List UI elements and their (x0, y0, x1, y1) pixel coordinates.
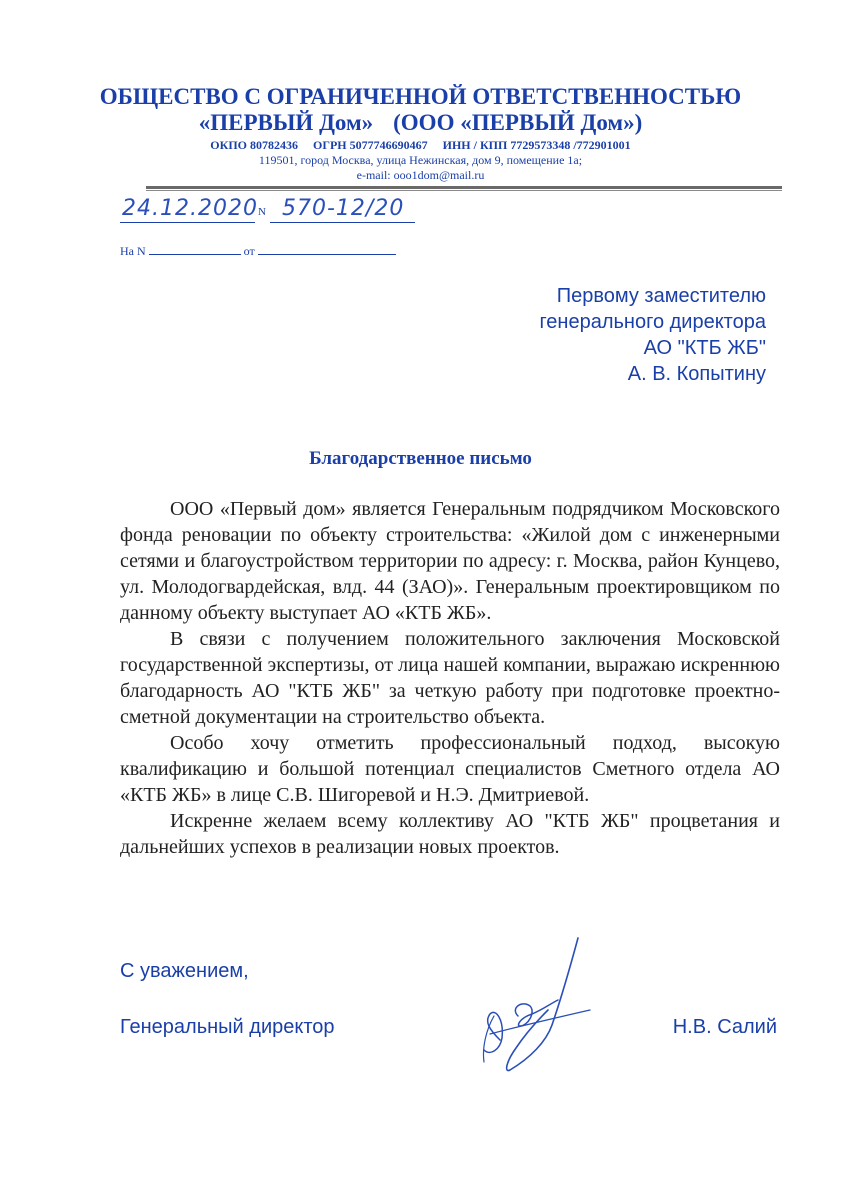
outgoing-date: 24.12.2020 (122, 196, 258, 221)
letterhead (0, 84, 841, 183)
addressee-line: АО "КТБ ЖБ" (643, 337, 766, 359)
reference-line (120, 244, 396, 259)
addressee-line: Первому заместителю (556, 285, 766, 307)
company-name-full: «ПЕРВЫЙ Дом» (198, 110, 374, 135)
company-email: e-mail: ooo1dom@mail.ru (356, 168, 485, 182)
body-paragraph: ООО «Первый дом» является Генеральным подрядчиком Московского фонда реновации по объекту строительства: «Жилой дом с инженерными сетями и благоустройством территории по адресу: г. Москва, район Кунцево, ул. Молодогвардейская, влд. 44 (ЗАО)». Генеральным проектировщиком по данному объекту выступает АО «КТБ ЖБ». (120, 498, 780, 624)
addressee-line: А. В. Копытину (627, 363, 766, 385)
closing-phrase: С уважением, (120, 960, 249, 982)
outgoing-number: 570-12/20 (282, 196, 405, 221)
addressee-line: генерального директора (539, 311, 766, 333)
ogrn-code: ОГРН 5077746690467 (313, 138, 428, 152)
document-title: Благодарственное письмо (309, 448, 532, 469)
number-underline (270, 222, 415, 223)
company-name-short: (ООО «ПЕРВЫЙ Дом») (393, 110, 643, 135)
reference-date-blank (258, 244, 396, 255)
letterhead-divider (146, 186, 782, 189)
date-underline (120, 222, 255, 223)
reference-number-blank (149, 244, 241, 255)
company-name-line2 (0, 110, 841, 136)
addressee-block (539, 283, 766, 387)
signatory-title: Генеральный директор (120, 1016, 335, 1038)
inn-kpp-code: ИНН / КПП 7729573348 /772901001 (442, 138, 631, 152)
signature-scribble (460, 930, 610, 1080)
reference-from-label: от (243, 244, 255, 258)
reference-prefix: На N (120, 244, 146, 258)
okpo-code: ОКПО 80782436 (210, 138, 298, 152)
letter-body (120, 496, 780, 860)
number-sign: N (258, 206, 266, 218)
company-address: 119501, город Москва, улица Нежинская, дом 9, помещение 1а; (258, 153, 583, 167)
letterhead-divider-thin (146, 190, 782, 191)
body-paragraph: Искренне желаем всему коллективу АО "КТБ ЖБ" процветания и дальнейших успехов в реализации новых проектов. (120, 810, 780, 858)
body-paragraph: В связи с получением положительного заключения Московской государственной экспертизы, от лица нашей компании, выражаю искреннюю благодарность АО "КТБ ЖБ" за четкую работу при подготовке проектно-сметной документации на строительство объекта. (120, 628, 780, 728)
signatory-name: Н.В. Салий (672, 1016, 777, 1038)
body-paragraph: Особо хочу отметить профессиональный подход, высокую квалификацию и большой потенциал специалистов Сметного отдела АО «КТБ ЖБ» в лице С.В. Шигоревой и Н.Э. Дмитриевой. (120, 732, 780, 806)
company-name-line1: ОБЩЕСТВО С ОГРАНИЧЕННОЙ ОТВЕТСТВЕННОСТЬЮ (99, 84, 742, 109)
company-registration (0, 138, 841, 153)
outgoing-number-block (120, 196, 420, 226)
